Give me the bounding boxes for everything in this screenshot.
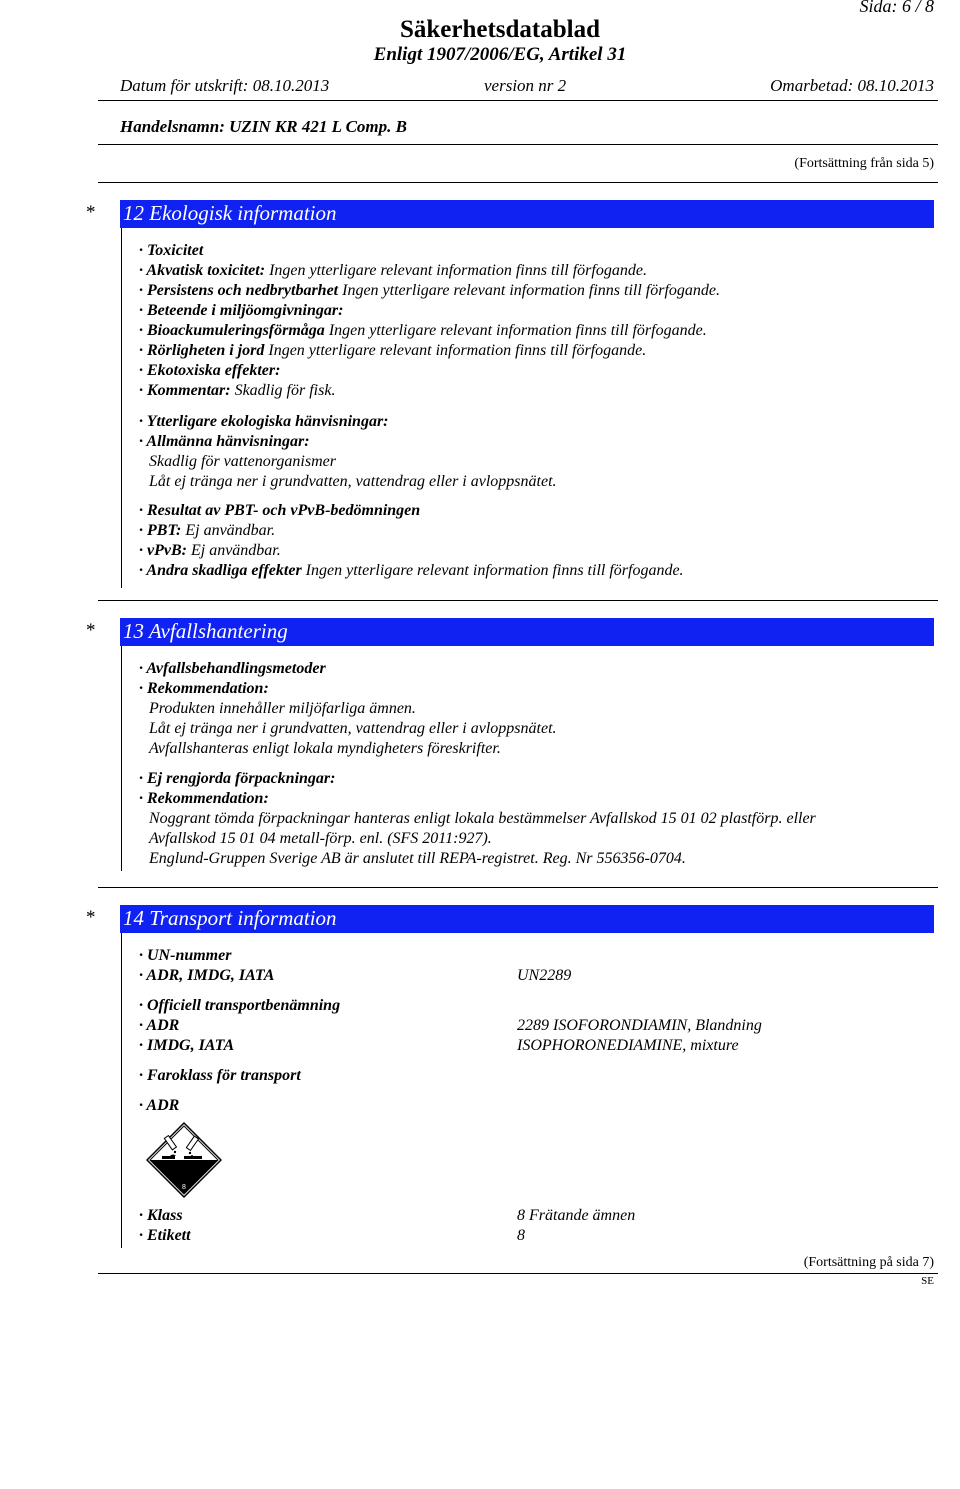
packaging-text-3: Englund-Gruppen Sverige AB är anslutet till REPA-registret. Reg. Nr 556356-0704.: [149, 850, 686, 867]
header-rule-bottom: [98, 144, 938, 145]
shipping-name-heading: · Officiell transportbenämning: [139, 997, 341, 1014]
recommendation-text-2: Låt ej tränga ner i grundvatten, vattendrag eller i avloppsnätet.: [149, 720, 557, 737]
packaging-text-2: Avfallskod 15 01 04 metall-förp. enl. (SFS 2011:927).: [149, 830, 492, 847]
corrosive-pictogram-icon: [146, 1122, 222, 1198]
imdg-iata-label: · IMDG, IATA: [139, 1037, 235, 1054]
vpvb-line: · vPvB: Ej användbar.: [139, 542, 281, 559]
general-heading: · Allmänna hänvisningar:: [139, 433, 310, 450]
adr-class-label: · ADR: [139, 1097, 180, 1114]
section13-revision-star: *: [86, 620, 96, 641]
document-subtitle: Enligt 1907/2006/EG, Artikel 31: [373, 44, 627, 65]
class-label: · Klass: [139, 1207, 183, 1224]
adr-shipping-name: 2289 ISOFORONDIAMIN, Blandning: [517, 1017, 762, 1034]
section12-title: 12 Ekologisk information: [123, 201, 337, 225]
class-value: 8 Frätande ämnen: [517, 1207, 636, 1224]
adr-label: · ADR: [139, 1017, 180, 1034]
persistence-line: · Persistens och nedbrytbarhet Ingen ytterligare relevant information finns till förfogande.: [139, 282, 721, 299]
header-rule-top: [98, 100, 938, 101]
print-date: Datum för utskrift: 08.10.2013: [120, 76, 330, 95]
section14-top-rule: [98, 887, 938, 888]
continued-on: (Fortsättning på sida 7): [803, 1255, 934, 1270]
continued-from: (Fortsättning från sida 5): [794, 156, 934, 171]
section13-top-rule: [98, 600, 938, 601]
section12-top-rule: [98, 182, 938, 183]
uncleaned-packaging-heading: · Ej rengjorda förpackningar:: [139, 770, 336, 787]
recommendation-heading-2: · Rekommendation:: [139, 790, 269, 807]
pbt-results-heading: · Resultat av PBT- och vPvB-bedömningen: [139, 502, 421, 519]
footer-rule: [98, 1273, 938, 1274]
bioaccumulation-line: · Bioackumuleringsförmåga Ingen ytterligare relevant information finns till förfogande.: [139, 322, 707, 339]
recommendation-text-1: Produkten innehåller miljöfarliga ämnen.: [149, 700, 416, 717]
section13-heading: [120, 618, 934, 646]
disposal-methods-heading: · Avfallsbehandlingsmetoder: [139, 660, 326, 677]
general-text-1: Skadlig för vattenorganismer: [149, 453, 336, 470]
further-eco-heading: · Ytterligare ekologiska hänvisningar:: [139, 413, 389, 430]
un-modes-label: · ADR, IMDG, IATA: [139, 967, 275, 984]
document-title: Säkerhetsdatablad: [399, 16, 601, 43]
revised-date: Omarbetad: 08.10.2013: [770, 76, 934, 95]
hazard-class-heading: · Faroklass för transport: [139, 1067, 301, 1084]
trade-name: Handelsnamn: UZIN KR 421 L Comp. B: [120, 117, 407, 136]
ecotox-heading: · Ekotoxiska effekter:: [139, 362, 281, 379]
aquatic-toxicity-line: · Akvatisk toxicitet: Ingen ytterligare relevant information finns till förfogande.: [139, 262, 647, 279]
un-number-value: UN2289: [517, 967, 572, 984]
un-number-heading: · UN-nummer: [139, 947, 232, 964]
mobility-line: · Rörligheten i jord Ingen ytterligare relevant information finns till förfogande.: [139, 342, 647, 359]
section13-left-border: [121, 646, 122, 871]
recommendation-text-3: Avfallshanteras enligt lokala myndigheters föreskrifter.: [149, 740, 501, 757]
country-code: SE: [921, 1275, 934, 1287]
general-text-2: Låt ej tränga ner i grundvatten, vattendrag eller i avloppsnätet.: [149, 473, 557, 490]
imdg-iata-shipping-name: ISOPHORONEDIAMINE, mixture: [517, 1037, 739, 1054]
page-number: Sida: 6 / 8: [859, 0, 934, 16]
section12-heading: [120, 200, 934, 228]
behaviour-heading: · Beteende i miljöomgivningar:: [139, 302, 344, 319]
section13-title: 13 Avfallshantering: [123, 619, 288, 643]
pbt-line: · PBT: Ej användbar.: [139, 522, 276, 539]
recommendation-heading: · Rekommendation:: [139, 680, 269, 697]
section14-left-border: [121, 933, 122, 1248]
version-number: version nr 2: [484, 76, 567, 95]
section14-revision-star: *: [86, 907, 96, 928]
label-label: · Etikett: [139, 1227, 191, 1244]
svg-text:8: 8: [182, 1184, 186, 1191]
toxicity-heading: · Toxicitet: [139, 242, 204, 259]
section12-left-border: [121, 228, 122, 588]
section12-revision-star: *: [86, 202, 96, 223]
label-value: 8: [517, 1227, 525, 1244]
other-effects-line: · Andra skadliga effekter Ingen ytterligare relevant information finns till förfogande.: [139, 562, 684, 579]
packaging-text-1: Noggrant tömda förpackningar hanteras enligt lokala bestämmelser Avfallskod 15 01 02 plastförp. eller: [149, 810, 816, 827]
section14-heading: [120, 905, 934, 933]
comment-line: · Kommentar: Skadlig för fisk.: [139, 382, 336, 399]
section14-title: 14 Transport information: [123, 906, 337, 930]
